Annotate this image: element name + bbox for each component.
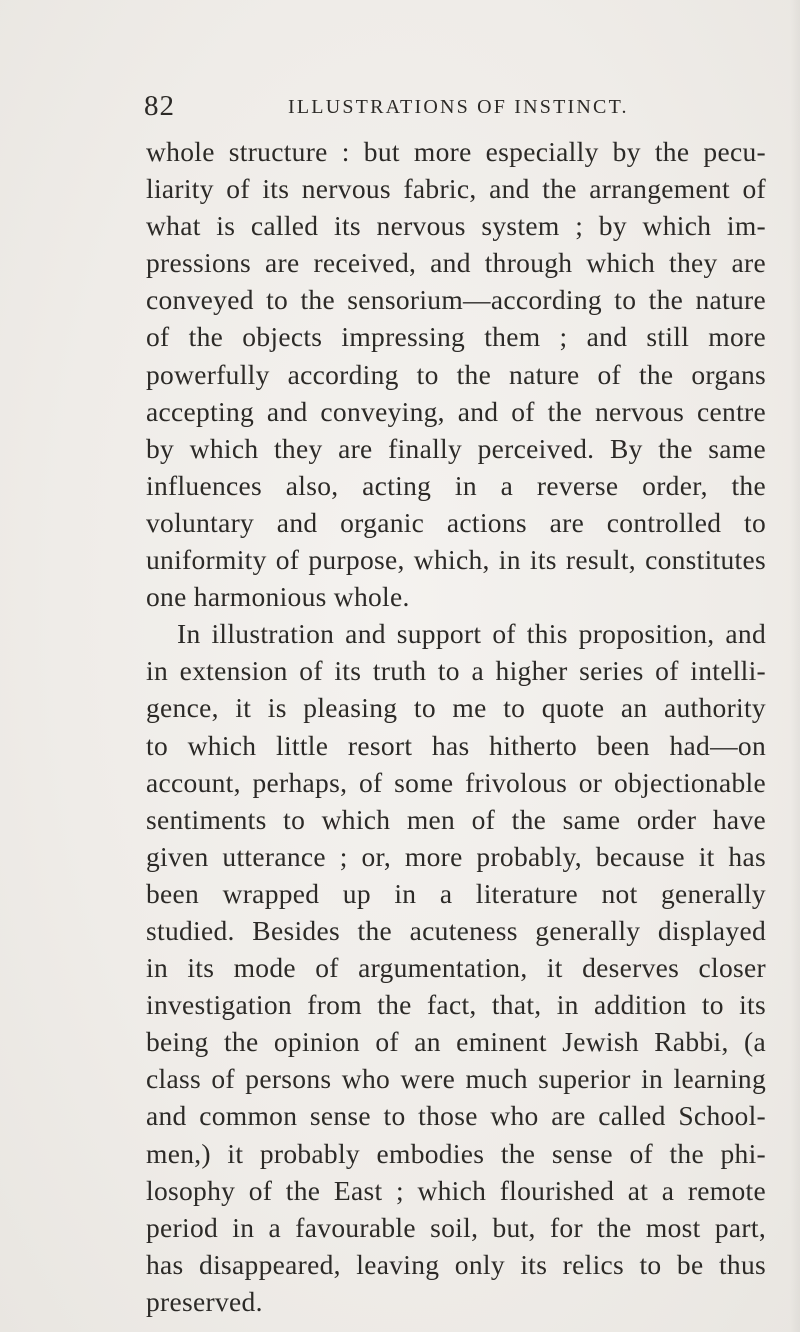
text-line: studied. Besides the acuteness generally displayed [146,914,766,946]
running-head [144,86,764,126]
text-line: whole structure : but more especially by the pecu- [146,136,766,167]
text-line: period in a favourable soil, but, for the most part, [146,1211,766,1243]
text-line: by which they are finally perceived. By the same [146,432,766,464]
running-head-title: ILLUSTRATIONS OF INSTINCT. [288,96,629,118]
text-line: preserved. [146,1285,263,1317]
text-line: uniformity of purpose, which, in its result, constitutes [146,544,766,576]
text-line: being the opinion of an eminent Jewish Rabbi, (a [146,1026,766,1058]
page-number: 82 [144,90,175,122]
text-line: in its mode of argumentation, it deserves closer [146,952,766,984]
text-line: influences also, acting in a reverse order, the [146,469,766,501]
text-line: In illustration and support of this proposition, and [177,618,766,650]
text-line: given utterance ; or, more probably, because it has [146,840,766,872]
text-line: losophy of the East ; which flourished at a remote [146,1174,766,1206]
text-line: men,) it probably embodies the sense of the phi- [146,1137,766,1169]
text-line: accepting and conveying, and of the nervous centre [146,395,766,427]
text-line: powerfully according to the nature of the organs [146,358,766,390]
text-line: pressions are received, and through which they are [146,247,766,279]
text-line: account, perhaps, of some frivolous or objectionable [146,766,766,798]
text-line: and common sense to those who are called School- [146,1100,766,1132]
text-line: sentiments to which men of the same order have [146,803,766,835]
text-line: what is called its nervous system ; by which im- [146,210,766,242]
page-edge-shadow [790,0,800,1332]
text-line: investigation from the fact, that, in addition to its [146,989,766,1021]
text-line: class of persons who were much superior in learning [146,1063,766,1095]
text-line: in extension of its truth to a higher series of intelli- [146,655,766,687]
text-line: been wrapped up in a literature not generally [146,877,766,909]
text-line: to which little resort has hitherto been had—on [146,729,766,761]
text-line: gence, it is pleasing to me to quote an authority [146,692,766,724]
text-line: liarity of its nervous fabric, and the arrangement of [146,173,766,205]
text-line: voluntary and organic actions are controlled to [146,506,766,538]
paragraph-2 [146,615,766,1320]
text-line: one harmonious whole. [146,581,410,613]
text-line: conveyed to the sensorium—according to the nature [146,284,766,316]
text-line: has disappeared, leaving only its relics to be thus [146,1248,766,1280]
paragraph-1 [146,133,766,615]
text-line: of the objects impressing them ; and still more [146,321,766,353]
body-text [146,133,766,1320]
